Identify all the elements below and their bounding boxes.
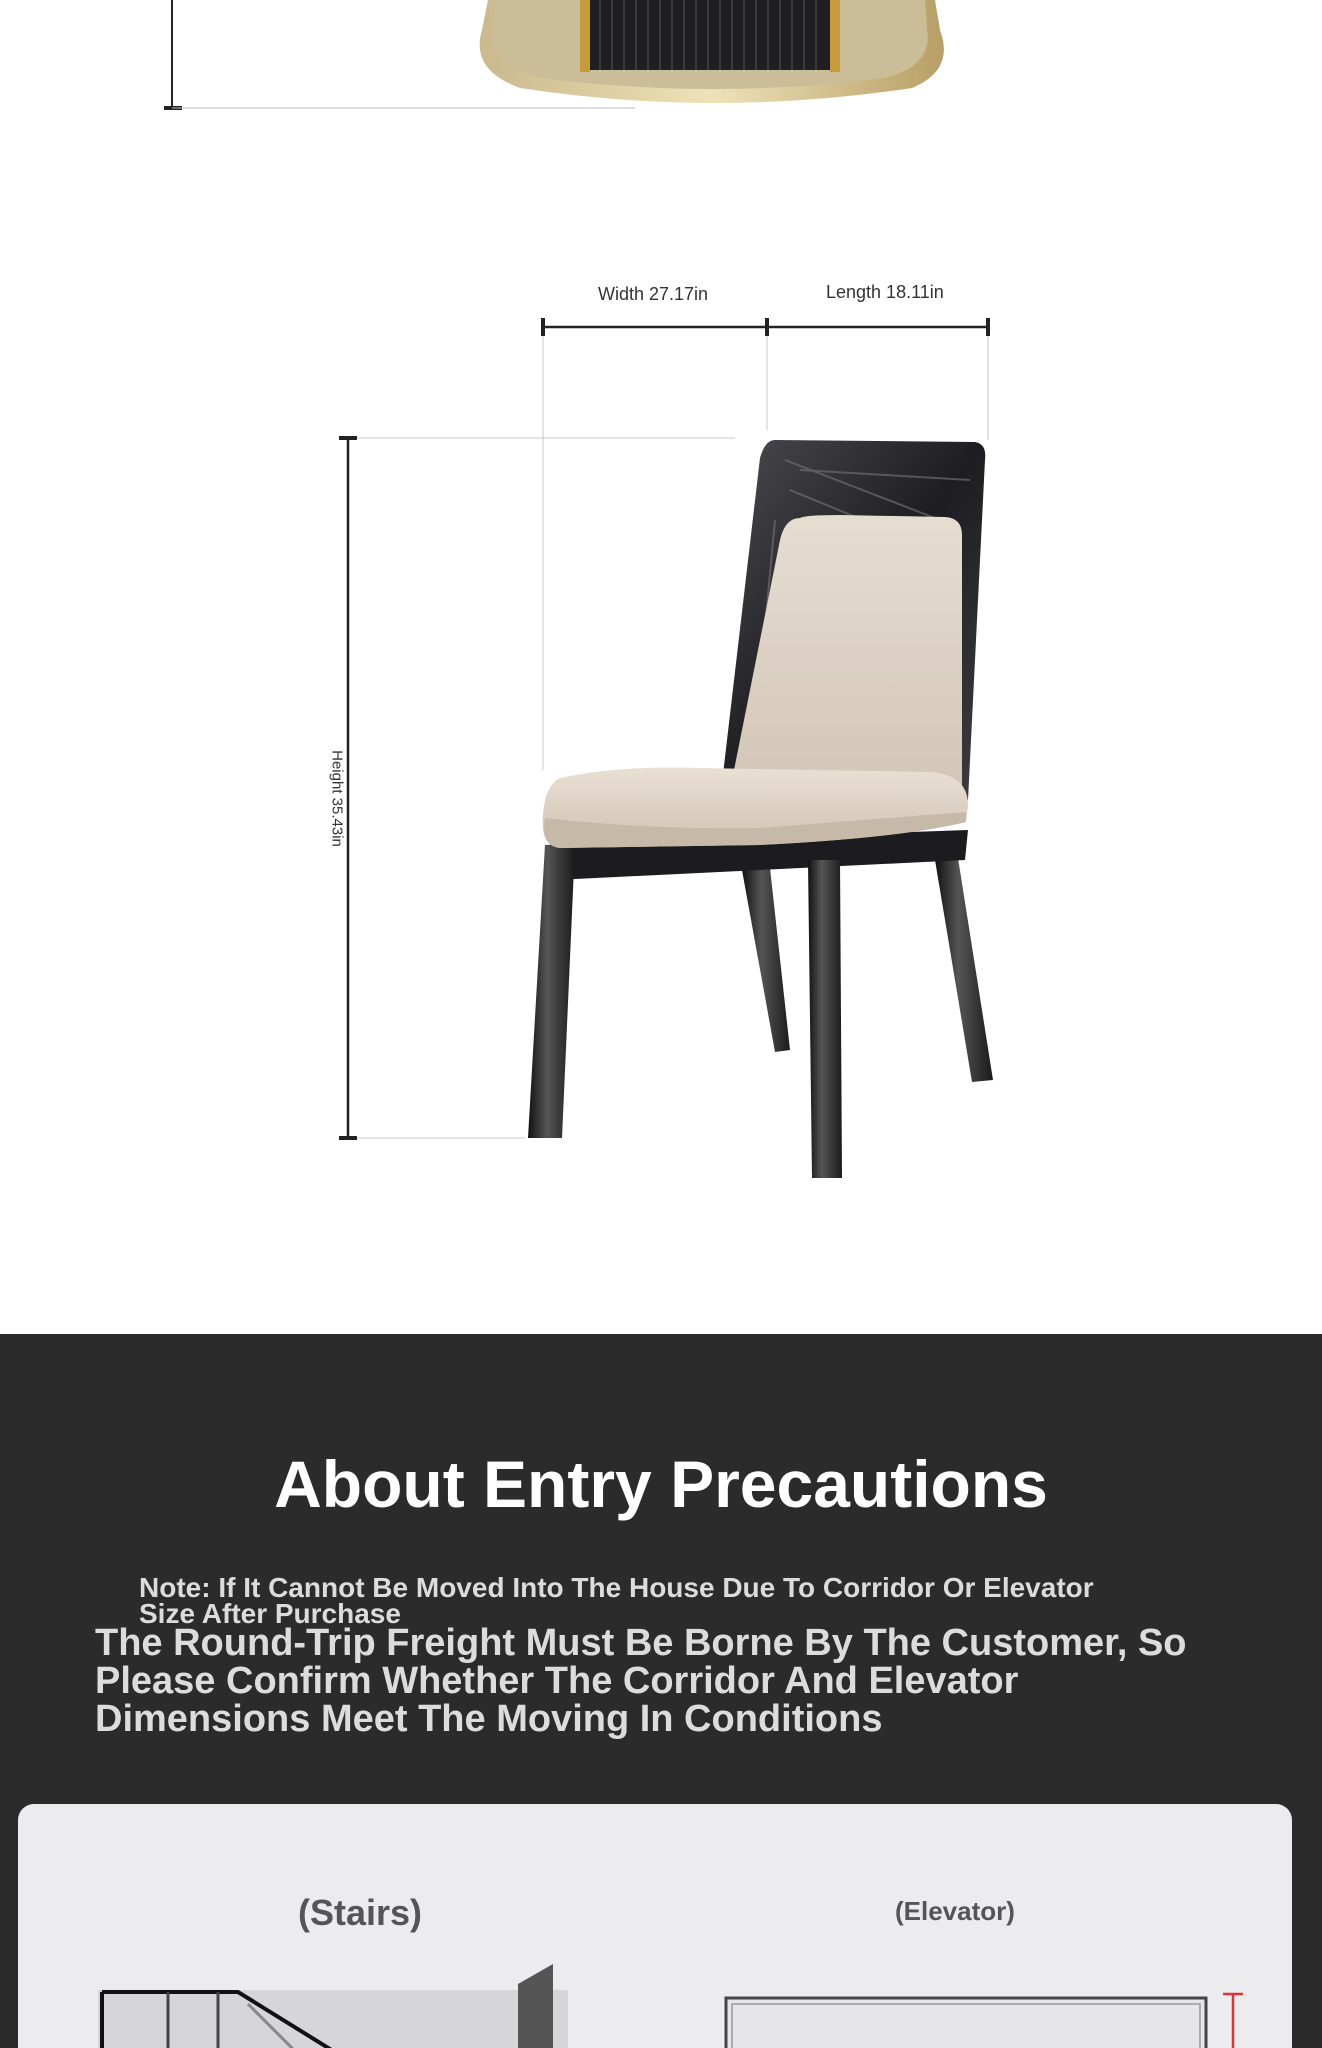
length-label: Length 18.11in — [826, 282, 944, 302]
stairs-illustration — [98, 1964, 578, 2048]
note-text-line2: The Round-Trip Freight Must Be Borne By The Customer, So Please Confirm Whether The Corridor And Elevator Dimensions Meet The Moving In Conditions — [95, 1622, 1187, 1740]
section-title: About Entry Precautions — [274, 1447, 1048, 1521]
entry-precautions-section — [0, 1334, 1322, 2048]
height-label: Height 35.43in — [328, 750, 346, 847]
moving-scenarios-panel — [18, 1804, 1292, 2048]
elevator-illustration — [718, 1984, 1258, 2048]
width-label: Width 27.17in — [598, 284, 709, 304]
elevator-label: (Elevator) — [895, 1896, 1015, 1926]
stairs-label: (Stairs) — [298, 1892, 423, 1933]
note-text-line1: Note: If It Cannot Be Moved Into The House Due To Corridor Or Elevator Size After Purchase — [139, 1572, 1094, 1629]
